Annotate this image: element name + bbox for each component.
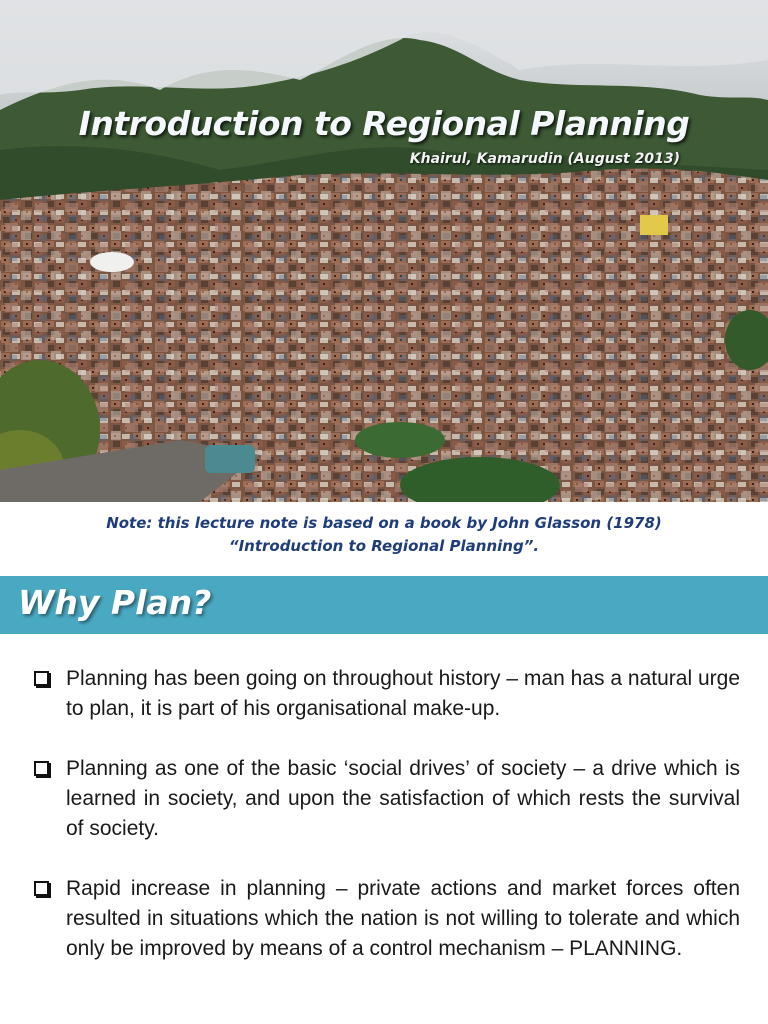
source-note-line-2: “Introduction to Regional Planning”. xyxy=(228,537,540,555)
bullet-item xyxy=(34,754,740,844)
section-banner xyxy=(0,576,768,634)
bullet-text: Planning has been going on throughout history – man has a natural urge to plan, it is part of his organisational make-up. xyxy=(66,667,740,720)
section-title: Why Plan? xyxy=(18,583,212,622)
bullet-item xyxy=(34,874,740,964)
checkbox-bullet-icon xyxy=(34,671,49,686)
source-note-line-1: Note: this lecture note is based on a book by John Glasson (1978) xyxy=(106,514,662,532)
presentation-title: Introduction to Regional Planning xyxy=(78,104,690,143)
bullet-list xyxy=(34,664,740,994)
bullet-text: Rapid increase in planning – private actions and market forces often resulted in situations which the nation is not willing to tolerate and which only be improved by means of a control mechanism – PLANNING. xyxy=(66,877,740,960)
author-date: Khairul, Kamarudin (August 2013) xyxy=(409,151,680,167)
bullet-item xyxy=(34,664,740,724)
checkbox-bullet-icon xyxy=(34,881,49,896)
hero-photo xyxy=(0,0,768,502)
source-note xyxy=(0,512,768,558)
bullet-text: Planning as one of the basic ‘social drives’ of society – a drive which is learned in society, and upon the satisfaction of which rests the survival of society. xyxy=(66,757,740,840)
checkbox-bullet-icon xyxy=(34,761,49,776)
city-hillside-illustration xyxy=(0,0,768,502)
